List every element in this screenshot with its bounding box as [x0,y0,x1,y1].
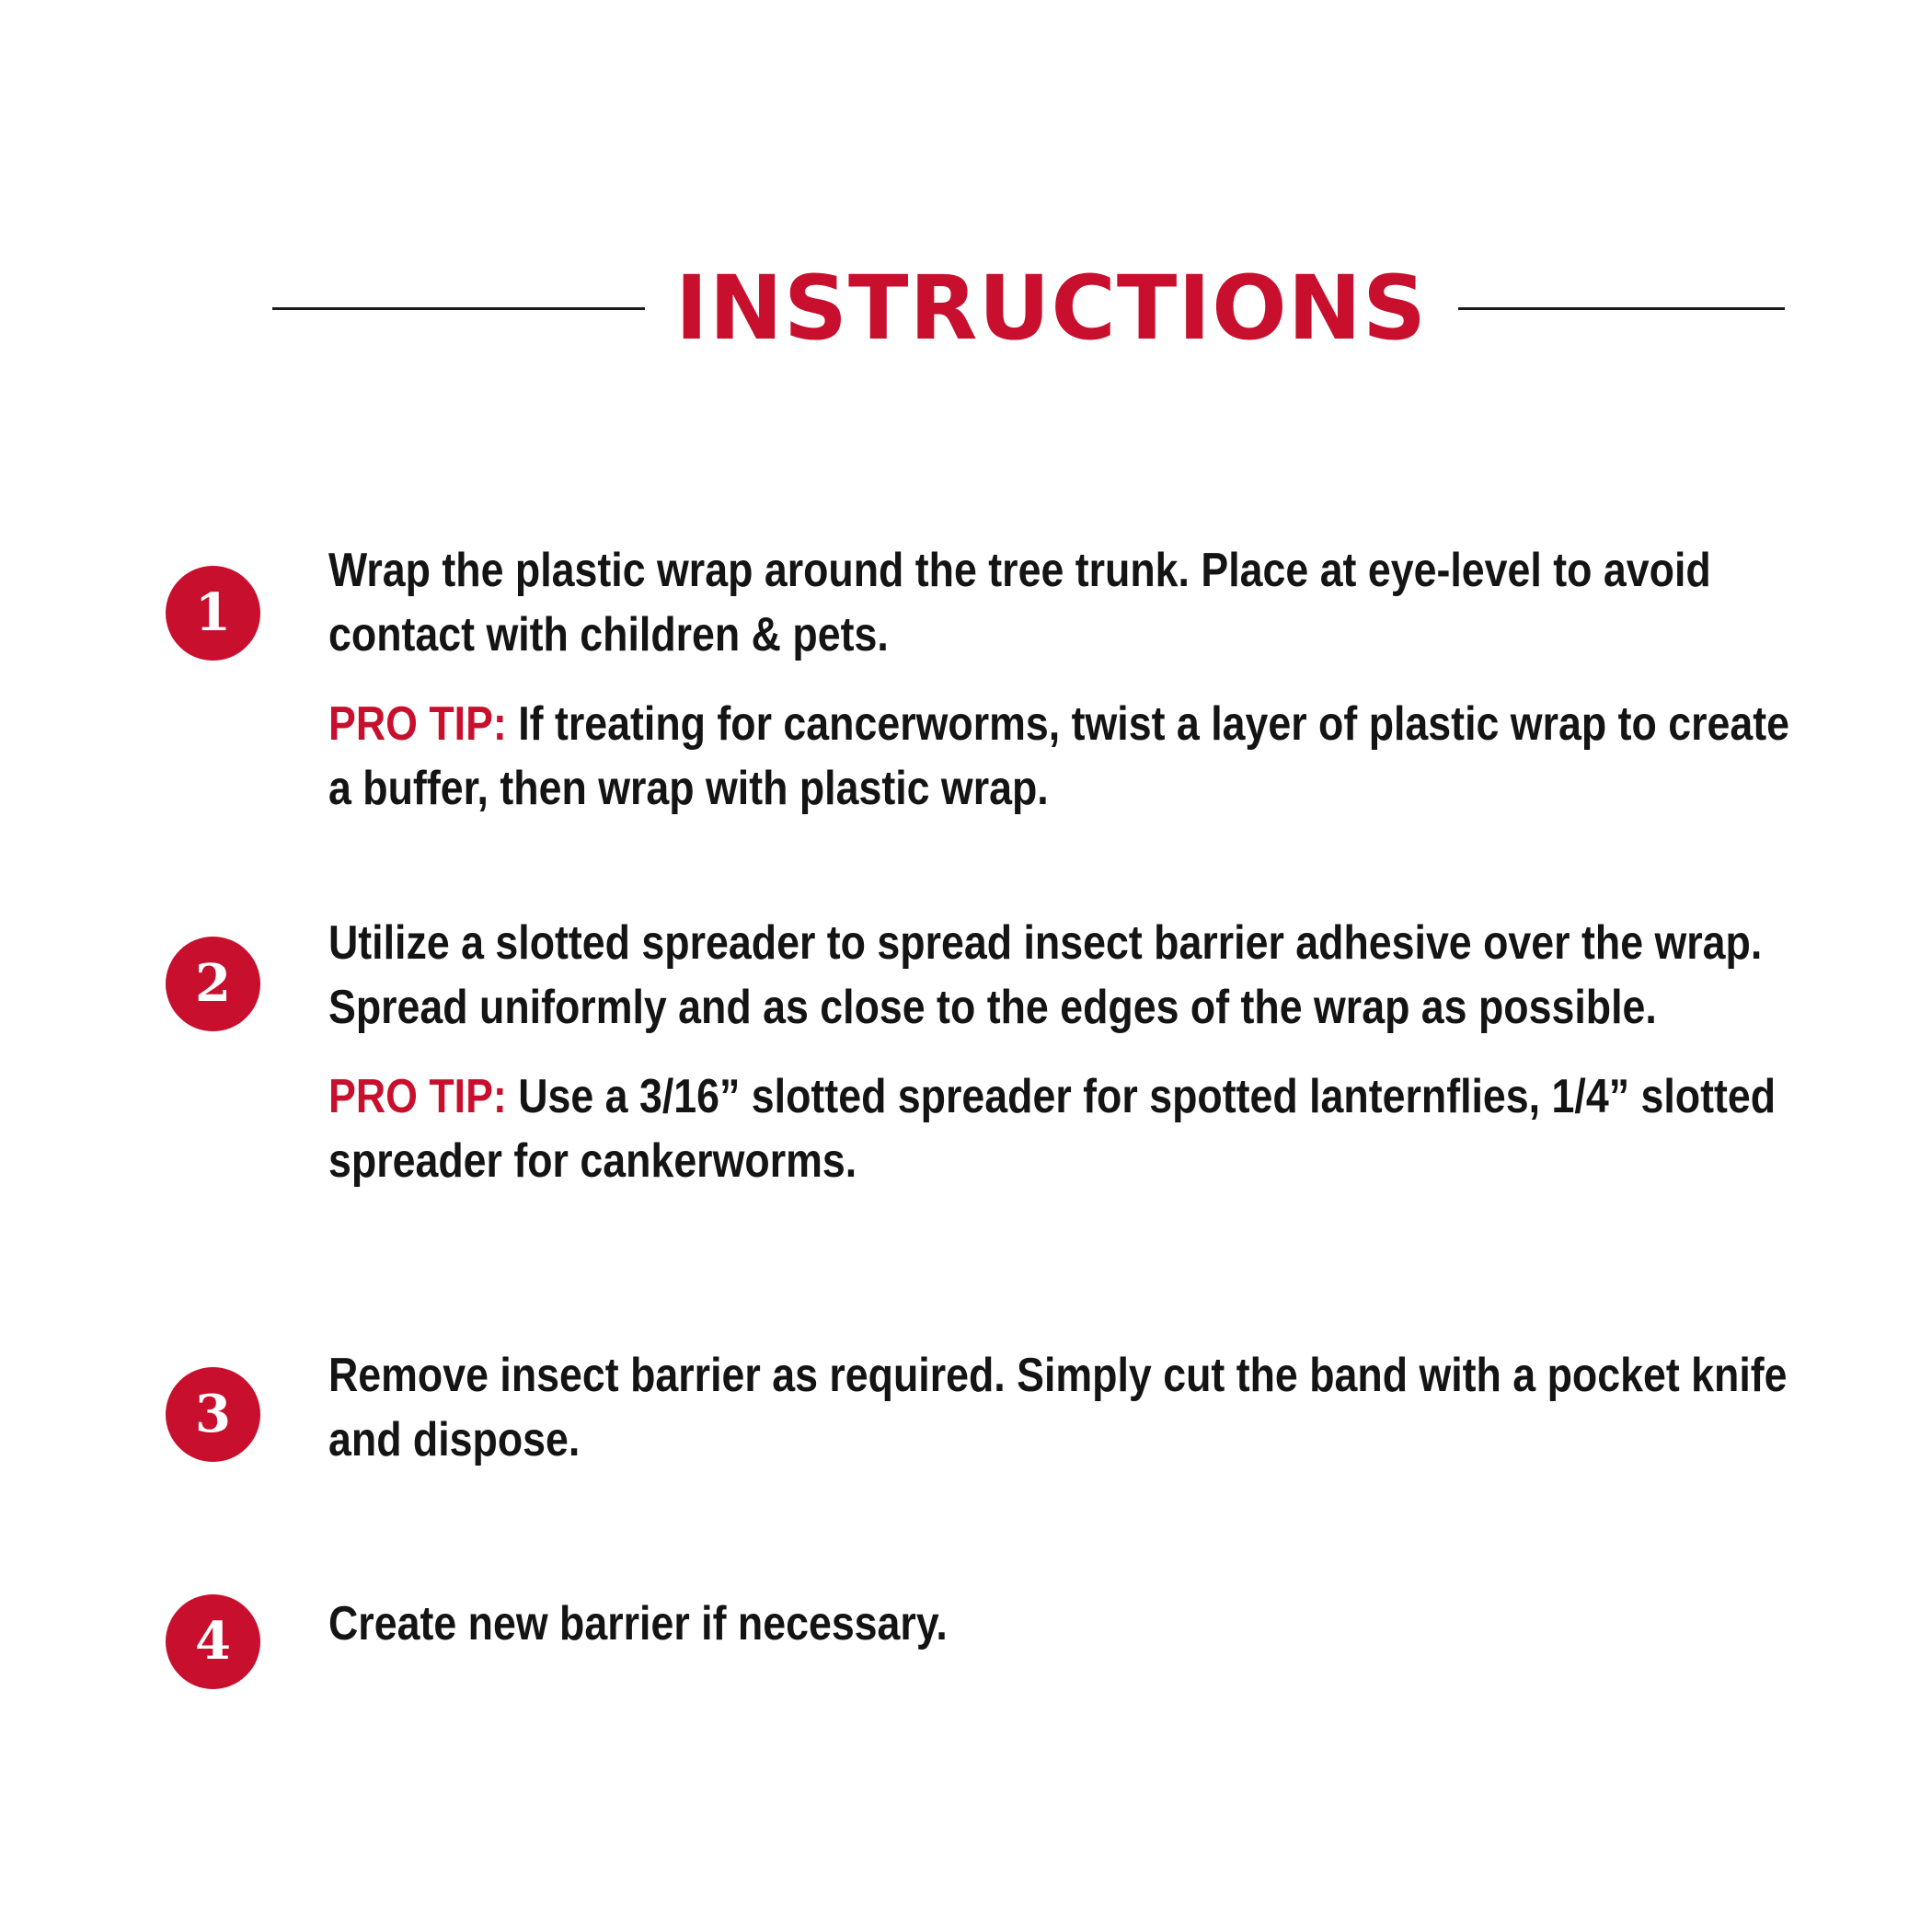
step-body [328,1592,1800,1656]
pro-tip [328,692,1800,821]
step-text: Wrap the plastic wrap around the tree trunk. Place at eye-level to avoid contact with children & pets. [328,544,1711,661]
header-rule-left [272,307,645,310]
step-text: Create new barrier if necessary. [328,1597,948,1650]
step-number-badge: 4 [166,1594,260,1689]
step-body [328,1343,1800,1472]
step-number-badge: 1 [166,566,260,661]
header [0,248,1932,368]
step-text: Utilize a slotted spreader to spread insect barrier adhesive over the wrap. Spread uniformly and as close to the edges of the wrap as possible. [328,916,1763,1034]
pro-tip-label: PRO TIP: [328,1070,507,1123]
step-number-badge: 2 [166,937,260,1031]
step-body [328,911,1800,1193]
step-number-badge: 3 [166,1367,260,1462]
pro-tip-text: Use a 3/16” slotted spreader for spotted lanternflies, 1/4” slotted spreader for cankerworms. [328,1070,1777,1188]
step-text: Remove insect barrier as required. Simply cut the band with a pocket knife and dispose. [328,1349,1788,1466]
header-rule-right [1458,307,1785,310]
pro-tip-text: If treating for cancerworms, twist a layer of plastic wrap to create a buffer, then wrap with plastic wrap. [328,697,1790,815]
pro-tip [328,1064,1800,1193]
page-title: INSTRUCTIONS [674,257,1428,360]
pro-tip-label: PRO TIP: [328,697,507,751]
step-body [328,538,1800,821]
